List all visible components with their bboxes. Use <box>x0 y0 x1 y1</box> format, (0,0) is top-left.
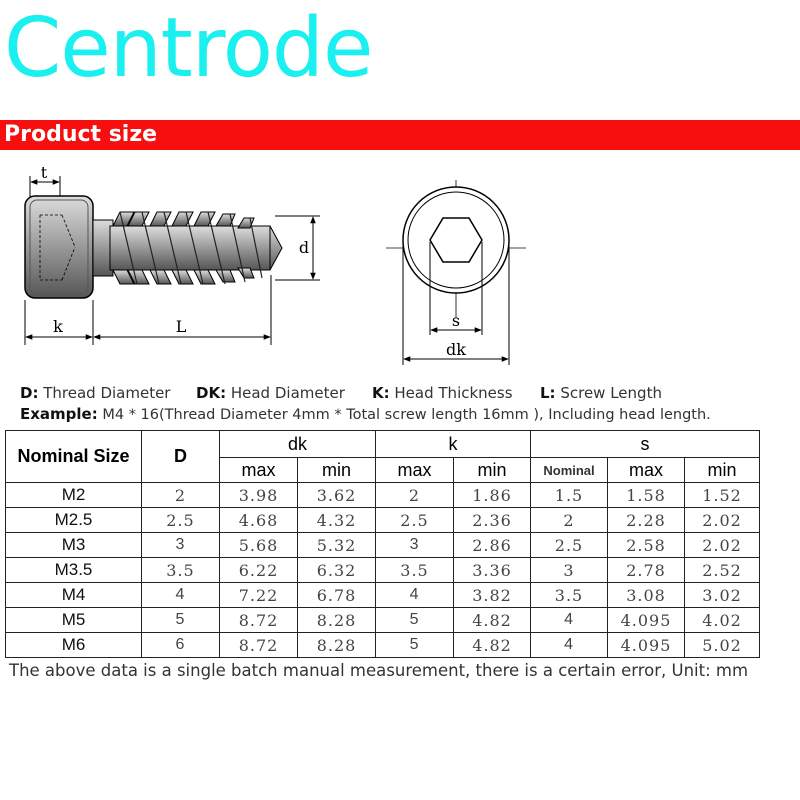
cell-dk-min: 3.62 <box>298 483 376 508</box>
header-dk-min: min <box>298 458 376 483</box>
legend-item-dk: DK: Head Diameter <box>196 384 345 402</box>
cell-k-max: 3 <box>376 533 454 558</box>
label-L: L <box>175 317 187 336</box>
cell-k-min: 4.82 <box>454 608 531 633</box>
table-row <box>6 533 760 558</box>
label-s: s <box>451 311 461 330</box>
cell-s-min: 2.52 <box>685 558 760 583</box>
cell-D: 3 <box>142 533 220 558</box>
cell-k-min: 1.86 <box>454 483 531 508</box>
cell-s-max: 2.28 <box>608 508 685 533</box>
cell-k-max: 2.5 <box>376 508 454 533</box>
header-s-nominal: Nominal <box>531 458 608 483</box>
cell-s-nominal: 2 <box>531 508 608 533</box>
cell-D: 5 <box>142 608 220 633</box>
cell-k-min: 2.36 <box>454 508 531 533</box>
label-t: t <box>40 163 48 182</box>
cell-k-min: 3.82 <box>454 583 531 608</box>
cell-s-min: 4.02 <box>685 608 760 633</box>
label-d: d <box>298 238 310 257</box>
cell-size: M2 <box>6 483 142 508</box>
cell-s-min: 2.02 <box>685 533 760 558</box>
section-title: Product size <box>4 122 158 147</box>
cell-D: 3.5 <box>142 558 220 583</box>
cell-s-nominal: 4 <box>531 633 608 658</box>
cell-dk-min: 8.28 <box>298 608 376 633</box>
label-k: k <box>53 317 63 336</box>
cell-dk-max: 8.72 <box>220 633 298 658</box>
cell-size: M5 <box>6 608 142 633</box>
cell-k-min: 3.36 <box>454 558 531 583</box>
table-row <box>6 558 760 583</box>
cell-D: 2 <box>142 483 220 508</box>
header-k: k <box>376 431 531 458</box>
cell-k-max: 5 <box>376 633 454 658</box>
header-nominal-size: Nominal Size <box>6 431 142 483</box>
cell-s-min: 3.02 <box>685 583 760 608</box>
screw-dimension-drawing <box>0 155 560 370</box>
legend-item-k: K: Head Thickness <box>372 384 513 402</box>
cell-s-max: 3.08 <box>608 583 685 608</box>
cell-dk-min: 8.28 <box>298 633 376 658</box>
cell-size: M6 <box>6 633 142 658</box>
cell-s-nominal: 3.5 <box>531 583 608 608</box>
cell-dk-max: 3.98 <box>220 483 298 508</box>
header-k-min: min <box>454 458 531 483</box>
header-s: s <box>531 431 760 458</box>
example-text: M4 * 16(Thread Diameter 4mm * Total screw length 16mm ), Including head length. <box>102 407 711 423</box>
legend-item-d: D: Thread Diameter <box>20 384 171 402</box>
cell-k-max: 3.5 <box>376 558 454 583</box>
header-D: D <box>142 431 220 483</box>
brand-logo: Centrode <box>4 1 373 96</box>
header-s-max: max <box>608 458 685 483</box>
table-row <box>6 608 760 633</box>
cell-k-max: 2 <box>376 483 454 508</box>
cell-k-min: 4.82 <box>454 633 531 658</box>
table-row <box>6 508 760 533</box>
header-dk-max: max <box>220 458 298 483</box>
table-row <box>6 483 760 508</box>
legend-item-l: L: Screw Length <box>540 384 662 402</box>
cell-s-max: 4.095 <box>608 633 685 658</box>
cell-s-nominal: 2.5 <box>531 533 608 558</box>
cell-dk-max: 4.68 <box>220 508 298 533</box>
cell-dk-min: 5.32 <box>298 533 376 558</box>
cell-s-min: 5.02 <box>685 633 760 658</box>
cell-s-max: 2.58 <box>608 533 685 558</box>
cell-dk-min: 6.78 <box>298 583 376 608</box>
table-row <box>6 583 760 608</box>
cell-size: M3.5 <box>6 558 142 583</box>
cell-size: M4 <box>6 583 142 608</box>
cell-k-min: 2.86 <box>454 533 531 558</box>
cell-dk-max: 5.68 <box>220 533 298 558</box>
example-line <box>20 405 711 423</box>
cell-D: 4 <box>142 583 220 608</box>
cell-dk-max: 6.22 <box>220 558 298 583</box>
cell-s-max: 2.78 <box>608 558 685 583</box>
header-k-max: max <box>376 458 454 483</box>
label-dk: dk <box>446 340 466 359</box>
cell-k-max: 5 <box>376 608 454 633</box>
cell-s-max: 1.58 <box>608 483 685 508</box>
cell-s-nominal: 1.5 <box>531 483 608 508</box>
cell-s-min: 2.02 <box>685 508 760 533</box>
cell-dk-min: 6.32 <box>298 558 376 583</box>
screw-end-view <box>386 180 526 365</box>
cell-D: 6 <box>142 633 220 658</box>
screw-side-view <box>25 163 320 345</box>
cell-D: 2.5 <box>142 508 220 533</box>
table-row <box>6 633 760 658</box>
section-banner <box>0 120 800 150</box>
cell-dk-max: 8.72 <box>220 608 298 633</box>
cell-dk-min: 4.32 <box>298 508 376 533</box>
cell-s-nominal: 4 <box>531 608 608 633</box>
cell-size: M3 <box>6 533 142 558</box>
example-key: Example: <box>20 405 98 423</box>
header-s-min: min <box>685 458 760 483</box>
cell-s-nominal: 3 <box>531 558 608 583</box>
cell-s-min: 1.52 <box>685 483 760 508</box>
size-table <box>5 430 760 658</box>
measurement-note: The above data is a single batch manual measurement, there is a certain error, Unit: mm <box>9 661 749 680</box>
cell-dk-max: 7.22 <box>220 583 298 608</box>
cell-k-max: 4 <box>376 583 454 608</box>
cell-size: M2.5 <box>6 508 142 533</box>
cell-s-max: 4.095 <box>608 608 685 633</box>
header-dk: dk <box>220 431 376 458</box>
